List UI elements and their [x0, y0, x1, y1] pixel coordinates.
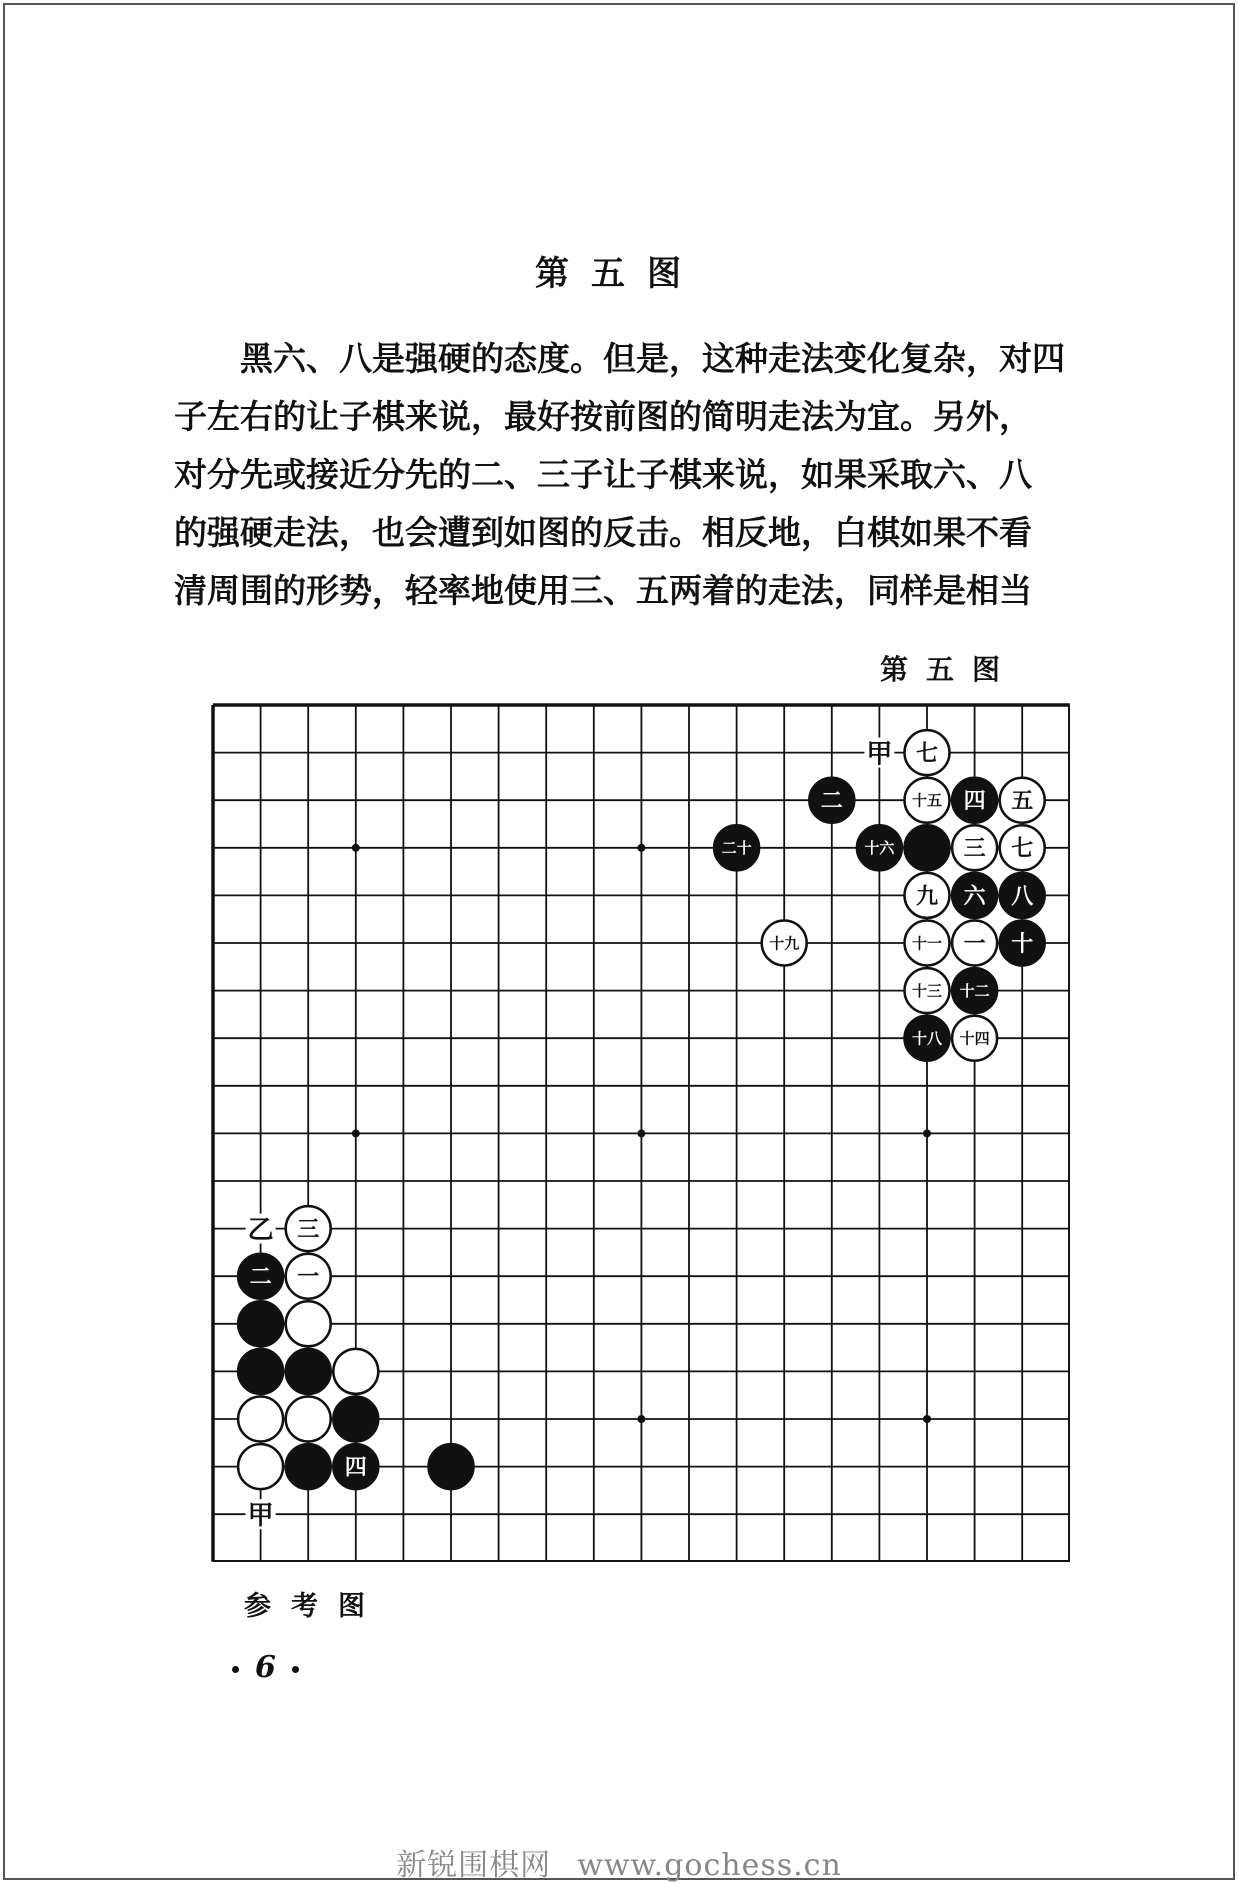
page-title: 第五图 — [535, 254, 703, 294]
move-number-label: 五 — [1011, 789, 1034, 815]
point-mark-label: 甲 — [866, 739, 893, 770]
watermark-site-name: 新锐围棋网 — [396, 1848, 552, 1883]
paragraph-line-1: 黑六、八是强硬的态度。但是，这种走法变化复杂，对四 — [240, 339, 1065, 378]
move-number-label: 二 — [820, 789, 843, 815]
move-number-label: 十六 — [864, 839, 895, 858]
move-number-label: 八 — [1011, 884, 1034, 910]
black-stone — [286, 1444, 331, 1489]
black-stone — [333, 1397, 378, 1442]
star-point — [637, 1415, 645, 1423]
paragraph-line-5: 清周围的形势，轻率地使用三、五两着的走法，同样是相当 — [174, 571, 1032, 610]
white-stone — [286, 1397, 331, 1442]
reference-figure-label: 参考图 — [244, 1591, 385, 1622]
star-point — [637, 844, 645, 852]
star-point — [352, 844, 360, 852]
page-number-dot-right — [292, 1666, 299, 1673]
figure-label: 第五图 — [880, 653, 1019, 686]
move-number-label: 十二 — [959, 982, 990, 1000]
page-number — [216, 1650, 315, 1685]
move-number-label: 九 — [915, 884, 939, 910]
move-number-label: 十四 — [959, 1029, 990, 1048]
star-point — [923, 1415, 931, 1423]
go-board-diagram — [210, 702, 1070, 1562]
black-stone — [238, 1349, 283, 1394]
page-number-dot-left — [232, 1666, 239, 1673]
body-paragraph — [174, 330, 1094, 620]
point-mark-label: 乙 — [247, 1215, 274, 1246]
white-stone — [333, 1349, 378, 1394]
paragraph-line-2: 子左右的让子棋来说，最好按前图的简明走法为宜。另外， — [174, 397, 1032, 436]
page-number-value: 6 — [255, 1650, 276, 1685]
white-stone — [238, 1397, 283, 1442]
star-point — [352, 1129, 360, 1137]
white-stone — [286, 1301, 331, 1346]
black-stone — [238, 1301, 283, 1346]
move-number-label: 十八 — [911, 1029, 943, 1048]
move-number-label: 十五 — [911, 791, 943, 810]
star-point — [923, 1129, 931, 1137]
paragraph-line-3: 对分先或接近分先的二、三子让子棋来说，如果采取六、八 — [174, 455, 1032, 494]
move-number-label: 四 — [344, 1455, 367, 1481]
black-stone — [429, 1444, 474, 1489]
move-number-label: 十 — [1011, 931, 1034, 957]
move-number-label: 二十 — [721, 839, 752, 858]
watermark — [0, 1840, 1238, 1884]
move-number-label: 十九 — [769, 934, 800, 953]
move-number-label: 三 — [963, 836, 986, 862]
move-number-label: 一 — [297, 1265, 320, 1291]
move-number-label: 十一 — [911, 934, 943, 953]
move-number-label: 四 — [963, 789, 986, 815]
paragraph-line-4: 的强硬走法，也会遭到如图的反击。相反地，白棋如果不看 — [174, 513, 1032, 552]
move-number-label: 三 — [297, 1217, 320, 1243]
point-mark-label: 甲 — [247, 1501, 274, 1532]
move-number-label: 六 — [963, 884, 986, 910]
black-stone — [905, 825, 950, 870]
move-number-label: 十三 — [911, 982, 943, 1000]
watermark-url: www.gochess.cn — [577, 1848, 842, 1883]
white-stone — [238, 1444, 283, 1489]
star-point — [637, 1129, 645, 1137]
move-number-label: 一 — [963, 931, 986, 957]
move-number-label: 七 — [915, 741, 939, 767]
black-stone — [286, 1349, 331, 1394]
move-number-label: 二 — [249, 1265, 272, 1291]
move-number-label: 七 — [1011, 836, 1034, 862]
